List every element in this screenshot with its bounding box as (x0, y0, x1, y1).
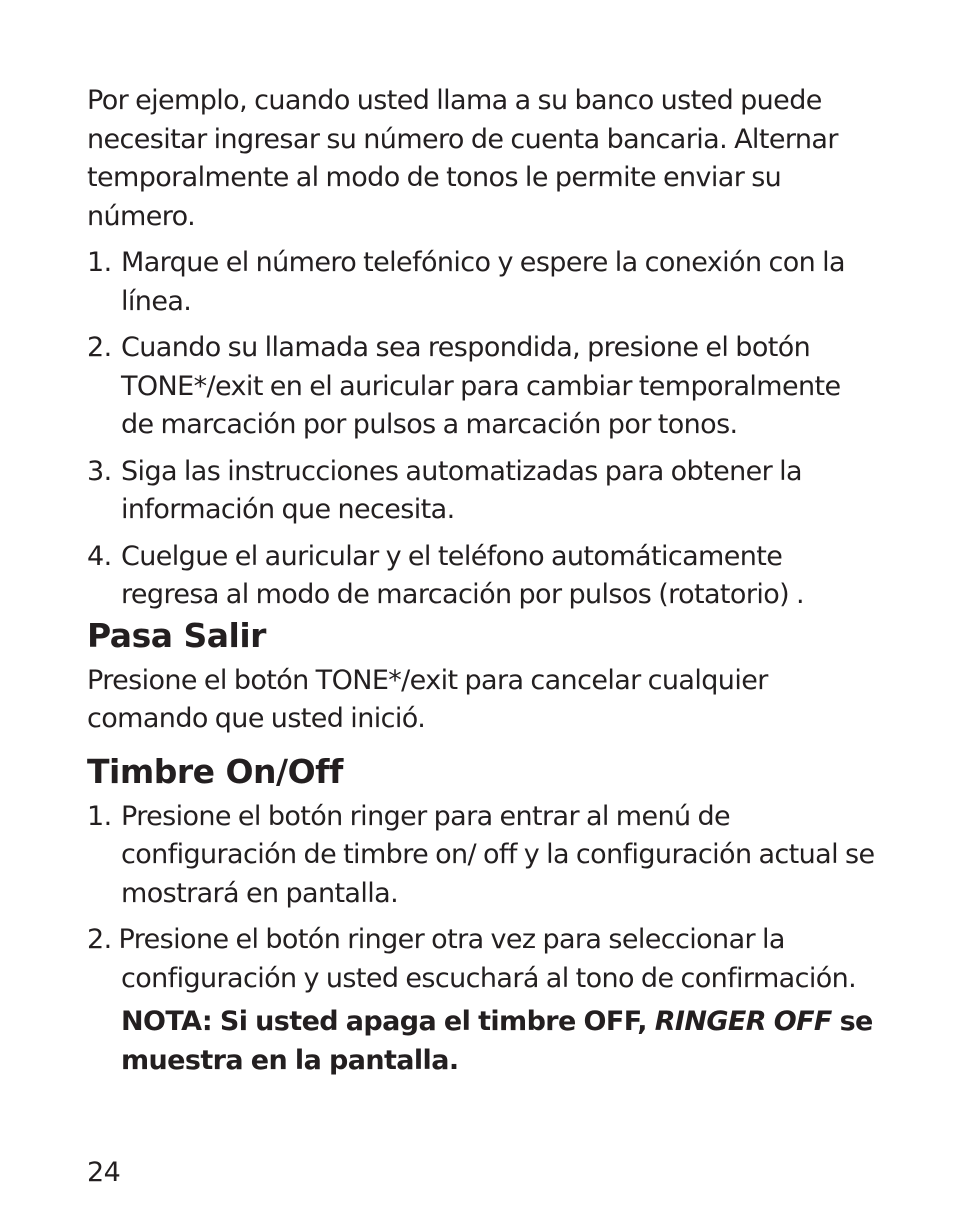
step-text: Presione el botón ringer otra vez para seleccionar la configuración y usted escuchará al tono de confirmación. (118, 924, 857, 994)
exit-section-heading: Pasa Salir (87, 615, 266, 655)
note-emphasis: RINGER OFF (654, 1006, 832, 1037)
step-number: 4. (87, 540, 112, 572)
list-item (87, 798, 877, 914)
page-number: 24 (87, 1157, 121, 1188)
step-text: Siga las instrucciones automatizadas para obtener la información que necesita. (121, 455, 802, 525)
step-number: 3. (87, 455, 112, 487)
list-item (87, 921, 877, 998)
list-item (87, 453, 877, 530)
list-item (87, 244, 877, 321)
exit-section-body: Presione el botón TONE*/exit para cancelar cualquier comando que usted inició. (87, 664, 768, 734)
list-item (87, 329, 877, 445)
step-number: 1. (87, 800, 112, 832)
manual-page (87, 82, 877, 1080)
step-number: 1. (87, 247, 112, 278)
intro-paragraph: Por ejemplo, cuando usted llama a su banco usted puede necesitar ingresar su número de cuenta bancaria. Alternar temporalmente al modo de tonos le permite enviar su número. (87, 85, 838, 232)
step-text: Cuando su llamada sea respondida, presione el botón TONE*/exit en el auricular para cambiar temporalmente de marcación por pulsos a marcación por tonos. (121, 332, 841, 440)
note-suffix: se muestra en la pantalla. (121, 1006, 873, 1076)
note-prefix: NOTA: Si usted apaga el timbre OFF, (121, 1006, 655, 1037)
ringer-section-heading: Timbre On/Off (87, 751, 343, 791)
step-text: Marque el número telefónico y espere la conexión con la línea. (121, 247, 845, 317)
step-number: 2. (87, 924, 112, 955)
ringer-note (121, 1002, 877, 1080)
step-text: Presione el botón ringer para entrar al menú de configuración de timbre on/ off y la configuración actual se mostrará en pantalla. (121, 800, 875, 909)
list-item (87, 538, 877, 615)
step-number: 2. (87, 332, 112, 363)
ringer-steps-list (87, 798, 877, 999)
step-text: Cuelgue el auricular y el teléfono automáticamente regresa al modo de marcación por pulsos (rotatorio) . (121, 540, 805, 610)
tone-steps-list (87, 244, 877, 615)
